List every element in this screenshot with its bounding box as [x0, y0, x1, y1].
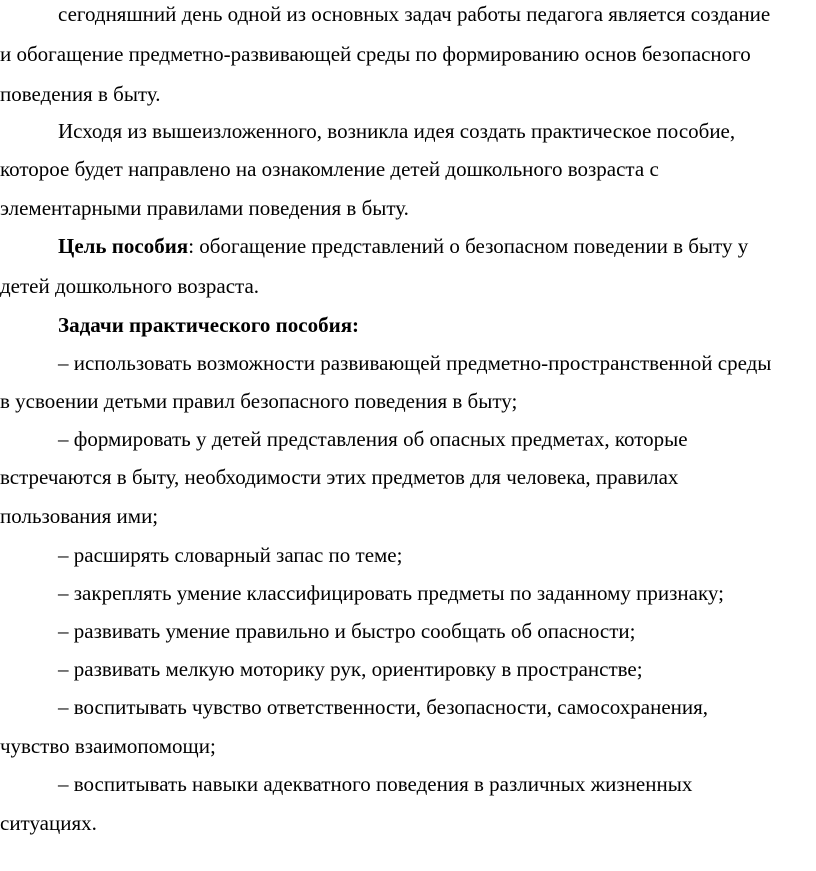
task-item-line: – формировать у детей представления об опасных предметах, которые: [58, 427, 688, 451]
paragraph-line: которое будет направлено на ознакомление детей дошкольного возраста с: [0, 157, 659, 181]
paragraph-line: и обогащение предметно-развивающей среды по формированию основ безопасного: [0, 42, 751, 66]
task-item-line: – развивать умение правильно и быстро сообщать об опасности;: [58, 619, 636, 643]
goal-line: [58, 236, 748, 257]
task-item-line: ситуациях.: [0, 811, 97, 835]
tasks-heading: Задачи практического пособия:: [58, 313, 360, 337]
task-item-line: – воспитывать навыки адекватного поведения в различных жизненных: [58, 772, 693, 796]
task-item-line: встречаются в быту, необходимости этих предметов для человека, правилах: [0, 465, 679, 489]
task-item-line: – развивать мелкую моторику рук, ориентировку в пространстве;: [58, 657, 643, 681]
paragraph-line: элементарными правилами поведения в быту.: [0, 196, 409, 220]
paragraph-line: детей дошкольного возраста.: [0, 274, 260, 298]
task-item-line: в усвоении детьми правил безопасного поведения в быту;: [0, 389, 518, 413]
task-item-line: чувство взаимопомощи;: [0, 734, 216, 758]
task-item-line: – использовать возможности развивающей предметно-пространственной среды: [58, 351, 772, 375]
goal-label: Цель пособия: [58, 234, 189, 258]
paragraph-line: сегодняшний день одной из основных задач работы педагога является создание: [58, 2, 771, 26]
task-item-line: – расширять словарный запас по теме;: [58, 543, 403, 567]
goal-text: : обогащение представлений о безопасном поведении в быту у: [188, 234, 749, 258]
paragraph-line: поведения в быту.: [0, 82, 161, 106]
task-item-line: – воспитывать чувство ответственности, безопасности, самосохранения,: [58, 695, 709, 719]
paragraph-line: Исходя из вышеизложенного, возникла идея создать практическое пособие,: [58, 119, 736, 143]
task-item-line: пользования ими;: [0, 504, 159, 528]
task-item-line: – закреплять умение классифицировать предметы по заданному признаку;: [58, 581, 724, 605]
